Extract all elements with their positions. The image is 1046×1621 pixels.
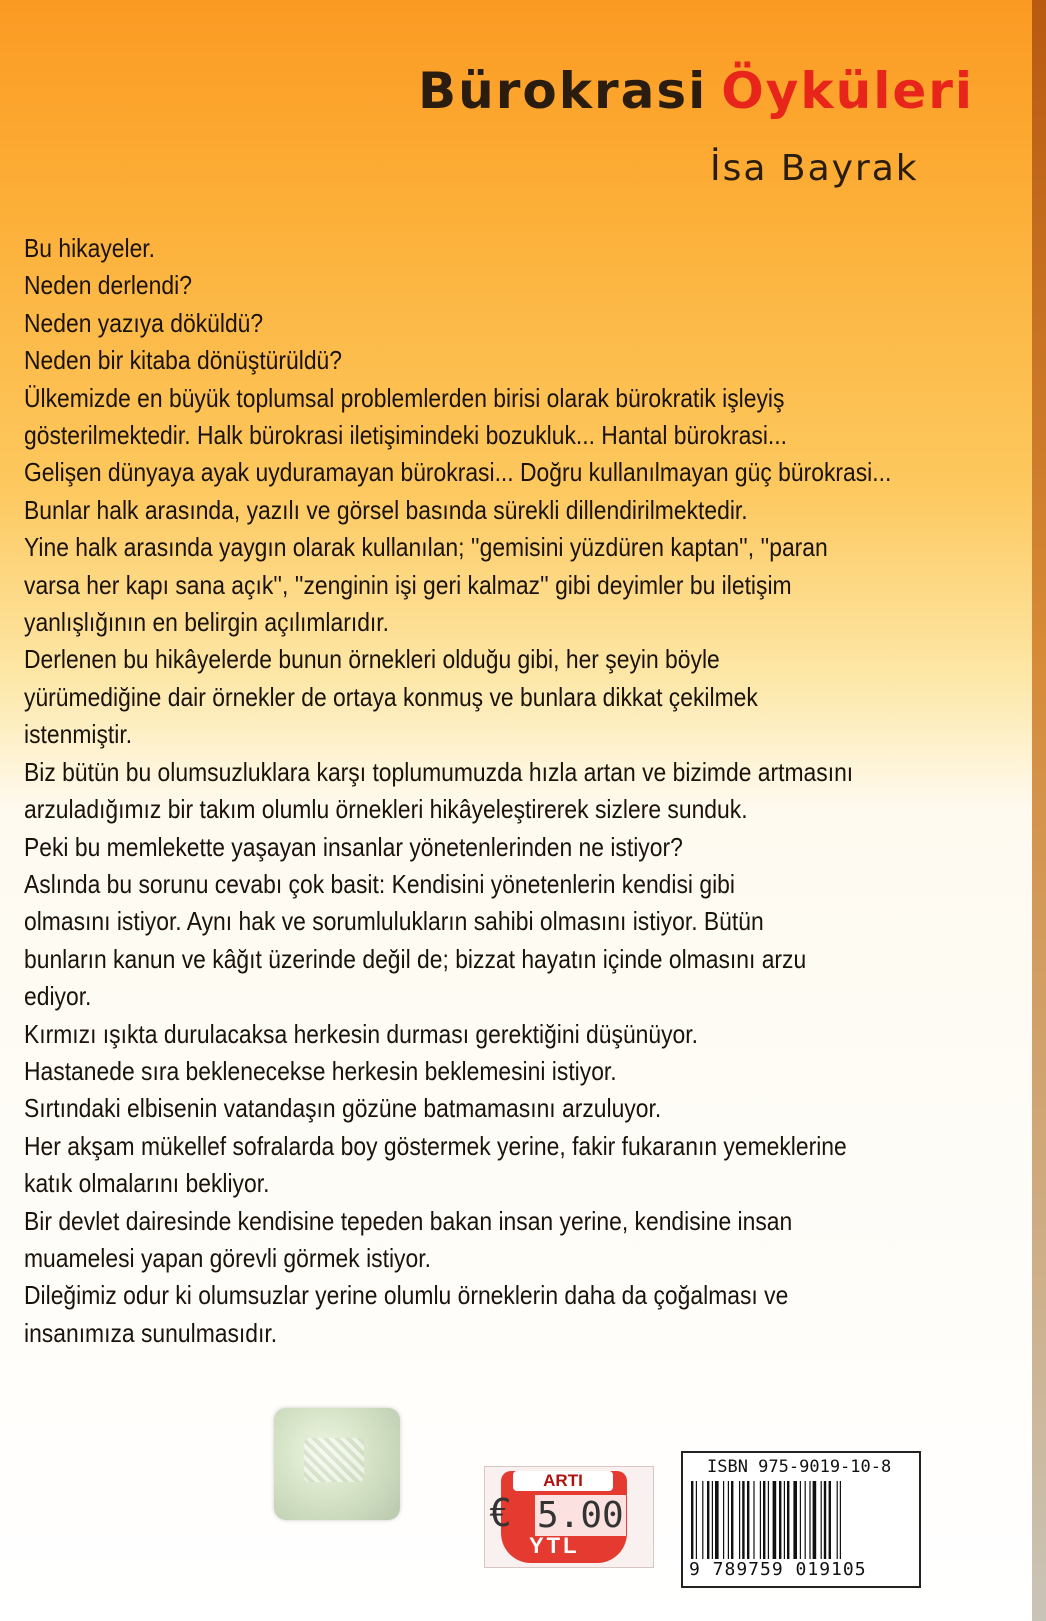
hologram-sticker (274, 1408, 400, 1520)
blurb-line: arzuladığımız bir takım olumlu örnekleri hikâyeleştirerek sizlere sunduk. (24, 794, 748, 825)
blurb-line: Peki bu memlekette yaşayan insanlar yönetenlerinden ne istiyor? (24, 831, 683, 862)
barcode-digits: 9 789759 019105 (689, 1559, 867, 1580)
book-title-part2: Öyküleri (721, 62, 975, 120)
blurb-line: Hastanede sıra beklenecekse herkesin beklemesini istiyor. (24, 1055, 617, 1086)
book-title (418, 62, 974, 120)
blurb-line: Her akşam mükellef sofralarda boy göstermek yerine, fakir fukaranın yemeklerine (24, 1130, 847, 1161)
blurb-line: bunların kanun ve kâğıt üzerinde değil de; bizzat hayatın içinde olmasını arzu (24, 943, 807, 974)
blurb-line: istenmiştir. (24, 719, 133, 750)
book-title-part1: Bürokrasi (418, 62, 708, 120)
book-author: İsa Bayrak (710, 148, 919, 189)
blurb-line: olmasını istiyor. Aynı hak ve sorumlulukların sahibi olmasını istiyor. Bütün (24, 906, 764, 937)
blurb-line: yürümediğine dair örnekler de ortaya konmuş ve bunlara dikkat çekilmek (24, 681, 758, 712)
blurb-line: gösterilmektedir. Halk bürokrasi iletişimindeki bozukluk... Hantal bürokrasi... (24, 420, 787, 451)
blurb-line: Neden bir kitaba dönüştürüldü? (24, 345, 342, 376)
blurb-line: Bir devlet dairesinde kendisine tepeden bakan insan yerine, kendisine insan (24, 1205, 793, 1236)
blurb-line: Gelişen dünyaya ayak uyduramayan bürokrasi... Doğru kullanılmayan güç bürokrasi... (24, 457, 892, 488)
blurb-line: Dileğimiz odur ki olumsuzlar yerine olumlu örneklerin daha da çoğalması ve (24, 1280, 789, 1311)
blurb-text (24, 230, 984, 1352)
blurb-line: Ülkemizde en büyük toplumsal problemlerden birisi olarak bürokratik işleyiş (24, 382, 785, 413)
price-brand: ARTI (513, 1471, 613, 1491)
blurb-line: Bunlar halk arasında, yazılı ve görsel basında sürekli dillendirilmektedir. (24, 494, 748, 525)
isbn-label: ISBN 975-9019-10-8 (707, 1457, 892, 1477)
price-sticker (484, 1466, 654, 1568)
blurb-line: Bu hikayeler. (24, 233, 156, 263)
blurb-line: Sırtındaki elbisenin vatandaşın gözüne batmamasını arzuluyor. (24, 1093, 662, 1124)
blurb-line: Neden yazıya döküldü? (24, 307, 264, 338)
blurb-line: Neden derlendi? (24, 270, 192, 301)
blurb-line: muamelesi yapan görevli görmek istiyor. (24, 1242, 431, 1273)
blurb-line: Derlenen bu hikâyelerde bunun örnekleri olduğu gibi, her şeyin böyle (24, 644, 720, 675)
blurb-line: Biz bütün bu olumsuzluklara karşı toplumumuzda hızla artan ve bizimde artmasını (24, 756, 854, 787)
price-value: 5.00 (537, 1495, 624, 1536)
isbn-barcode (681, 1451, 921, 1588)
cover-spine-edge (1032, 0, 1046, 1621)
blurb-line: katık olmalarını bekliyor. (24, 1168, 270, 1199)
price-unit: YTL (529, 1533, 580, 1558)
blurb-line: Kırmızı ışıkta durulacaksa herkesin durması gerektiğini düşünüyor. (24, 1018, 699, 1049)
blurb-line: yanlışlığının en belirgin açılımlarıdır. (24, 607, 389, 638)
barcode-bars-icon (691, 1481, 909, 1559)
blurb-line: insanımıza sunulmasıdır. (24, 1317, 278, 1348)
blurb-line: Yine halk arasında yaygın olarak kullanılan; ''gemisini yüzdüren kaptan'', ''paran (24, 532, 828, 563)
blurb-line: ediyor. (24, 981, 92, 1012)
blurb-line: Aslında bu sorunu cevabı çok basit: Kendisini yönetenlerin kendisi gibi (24, 868, 735, 899)
blurb-line: varsa her kapı sana açık'', ''zenginin işi geri kalmaz'' gibi deyimler bu iletişim (24, 569, 792, 600)
euro-icon: € (489, 1491, 512, 1535)
